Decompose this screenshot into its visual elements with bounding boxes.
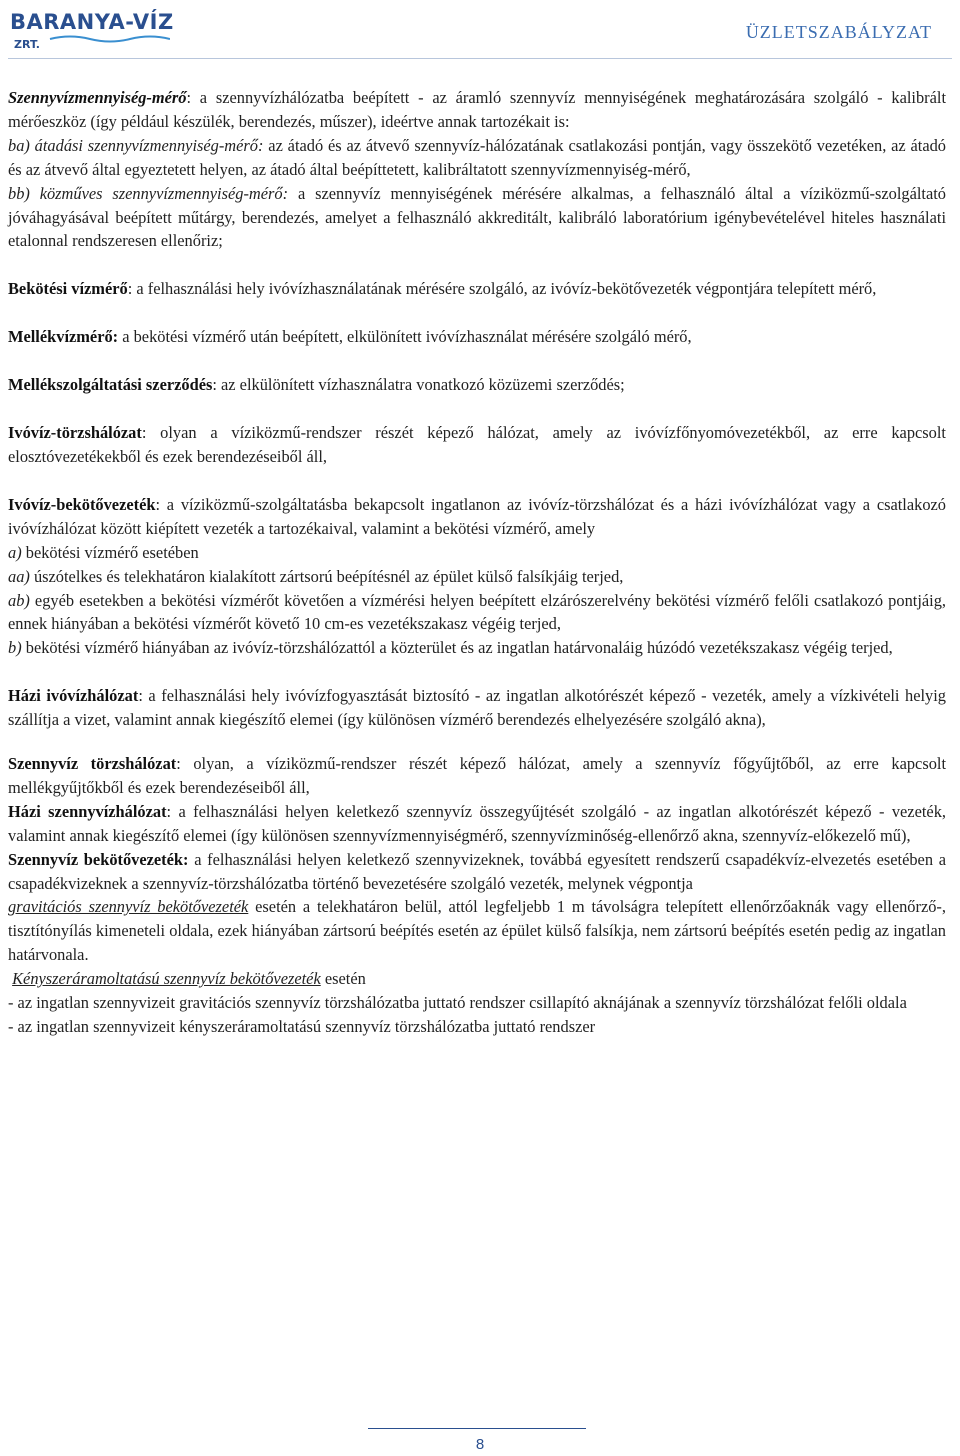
dash-item-1: - az ingatlan szennyvizeit gravitációs szennyvíz törzshálózatba juttató rendszer csillapító aknájának a szennyvíz törzshálózat felőli oldala xyxy=(8,993,907,1013)
footer-divider xyxy=(368,1428,586,1429)
definition-szennyvizmennyiseg-mero xyxy=(8,86,946,134)
term: Szennyvíz bekötővezeték: xyxy=(8,849,189,869)
definition-ba xyxy=(8,134,946,182)
list-item-ab xyxy=(8,589,946,637)
definition-hazi-szennyvizhalozat xyxy=(8,800,946,848)
list-text: bekötési vízmérő hiányában az ivóvíz-törzshálózattól a közterület és az ingatlan határvonaláig húzódó vezetékszakasz végéig terjed, xyxy=(21,638,893,658)
definition-text: a szennyvíz mennyiségének mérésére alkalmas, a felhasználó által a víziközmű-szolgáltató jóváhagyásával beépített műtárgy, berendezés, amelyet a felhasználó akkreditált, kalibráló laboratórium igénybevételével hiteles használati etalonnal rendszeresen ellenőriz; xyxy=(8,183,946,251)
gravitacios-case xyxy=(8,895,946,967)
definition-text: : a felhasználási helyen keletkező szennyvíz összegyűjtését szolgáló - az ingatlan alkotórészét képező - vezeték, valamint annak kiegészítő elemei (így különösen szennyvízmennyiségmérő, szennyvízminőség-ellenőrző akna, szennyvíz-előkezelő mű), xyxy=(8,801,946,845)
definition-text: : olyan a víziközmű-rendszer részét képező hálózat, amely az ivóvízfőnyomóvezetékből, az erre kapcsolt elosztóvezetékekből és ezek berendezéseiből áll, xyxy=(8,423,946,466)
definition-text: : olyan, a víziközmű-rendszer részét képező hálózat, amely a szennyvíz főgyűjtőből, az erre kapcsolt mellékgyűjtőkből és ezek berendezéseiből áll, xyxy=(8,754,946,797)
definition-bekotesi-vizmero xyxy=(8,277,946,301)
list-text: úszótelkes és telekhatáron kialakított zártsorú beépítésnél az épület külső falsíkjáig terjed, xyxy=(29,566,624,586)
term: Bekötési vízmérő xyxy=(8,279,128,299)
list-item-b xyxy=(8,636,946,660)
definition-text: esetén xyxy=(320,969,366,989)
list-label: aa) xyxy=(8,566,30,586)
list-text: bekötési vízmérő esetében xyxy=(21,542,199,562)
list-label: ab) xyxy=(8,590,30,610)
term: ba) átadási szennyvízmennyiség-mérő: xyxy=(8,135,264,155)
header-divider xyxy=(8,58,952,59)
term: Ivóvíz-bekötővezeték xyxy=(8,494,156,514)
definition-text: : az elkülönített vízhasználatra vonatkozó közüzemi szerződés; xyxy=(212,375,625,395)
term: Mellékvízmérő: xyxy=(8,327,119,347)
list-item-aa xyxy=(8,565,946,589)
list-label: b) xyxy=(8,638,22,658)
logo-text: BARANYA-VÍZ xyxy=(10,10,174,34)
definition-text: : a víziközmű-szolgáltatásba bekapcsolt ingatlanon az ivóvíz-törzshálózat és a házi ivóvízhálózat vagy a csatlakozó ivóvízhálózat között kiépített vezeték a tartozékaival, valamint a bekötési vízmérő, amely xyxy=(8,494,946,538)
definition-text: : a felhasználási hely ivóvízfogyasztását biztosító - az ingatlan alkotórészét képező - vezeték, amely a vízkivételi helyig szállítja a vizet, valamint annak kiegészítő elemei (így különösen vízmérő berendezés elhelyezésére szolgáló akna), xyxy=(8,686,946,730)
definition-text: a felhasználási helyen keletkező szennyvizeknek, továbbá egyesített rendszerű csapadékvíz-elvezetés esetében a csapadékvizeknek a szennyvíz-törzshálózatba történő bevezetésére szolgáló vezeték, melynek végpontja xyxy=(8,849,946,893)
term: gravitációs szennyvíz bekötővezeték xyxy=(8,897,249,917)
page-number: 8 xyxy=(475,1436,485,1453)
page-header xyxy=(0,0,960,60)
logo-sub: ZRT. xyxy=(14,38,40,51)
definition-text: : a felhasználási hely ivóvízhasználatának mérésére szolgáló, az ivóvíz-bekötővezeték végpontjára telepített mérő, xyxy=(127,279,877,299)
term: Szennyvíz törzshálózat xyxy=(8,754,177,774)
document-body xyxy=(8,86,946,1039)
term: Ivóvíz-törzshálózat xyxy=(8,423,142,443)
definition-szennyviz-torzshalozat xyxy=(8,752,946,800)
list-item-a xyxy=(8,541,946,565)
company-logo xyxy=(10,8,174,54)
term: bb) közműves szennyvízmennyiség-mérő: xyxy=(8,183,289,203)
list-text: egyéb esetekben a bekötési vízmérőt követően a vízmérési helyen beépített elzárószerelvény bekötési vízmérő felőli csatlakozó pontjáig, ennek hiányában a bekötési vízmérőt követő 10 cm-es vezetékszakasz végéig terjed, xyxy=(8,590,946,634)
definition-text: esetén a telekhatáron belül, attól legfeljebb 1 m távolságra telepített ellenőrzőaknák vagy ellenőrző-, tisztítónyílás kimeneteli oldala, ezek hiányában zártsorú beépítés esetén az épület külső falsíkja, nem zártsorú beépítés esetén pedig az ingatlan határvonala. xyxy=(8,897,946,965)
definition-szennyviz-bekotovezetek xyxy=(8,848,946,896)
definition-hazi-ivovizhalozat xyxy=(8,684,946,732)
dash-item-2: - az ingatlan szennyvizeit kényszeráramoltatású szennyvíz törzshálózatba juttató rendszer xyxy=(8,1017,596,1036)
definition-ivoviz-torzshalozat xyxy=(8,421,946,469)
term: Kényszeráramoltatású szennyvíz bekötővezeték xyxy=(12,969,321,989)
definition-bb xyxy=(8,182,946,254)
kenyszeraramoltatasu-case xyxy=(8,967,946,991)
term: Házi ivóvízhálózat xyxy=(8,686,139,706)
list-label: a) xyxy=(8,542,22,562)
definition-text: a bekötési vízmérő után beépített, elkülönített ivóvízhasználat mérésére szolgáló mérő, xyxy=(118,327,692,347)
definition-mellekszolgaltatasi-szerzodes xyxy=(8,373,946,397)
definition-text: az átadó és az átvevő szennyvíz-hálózatának csatlakozási pontján, vagy összekötő vezetéken, az átadó és az átvevő által egyeztetett helyen, az átadó által beépíttetett, kalibráltatott szennyvízmennyiség-mérő, xyxy=(8,135,947,179)
term: Mellékszolgáltatási szerződés xyxy=(8,375,213,395)
definition-mellekvizmero xyxy=(8,325,946,349)
definition-ivoviz-bekotovezetek xyxy=(8,493,946,541)
term: Szennyvízmennyiség-mérő xyxy=(8,88,187,107)
term: Házi szennyvízhálózat xyxy=(8,801,167,821)
document-title: ÜZLETSZABÁLYZAT xyxy=(745,22,932,42)
definition-text: : a szennyvízhálózatba beépített - az áramló szennyvíz mennyiségének meghatározására szolgáló - kalibrált mérőeszköz (így például készülék, berendezés, műszer), ideértve annak tartozékait is: xyxy=(8,88,946,131)
